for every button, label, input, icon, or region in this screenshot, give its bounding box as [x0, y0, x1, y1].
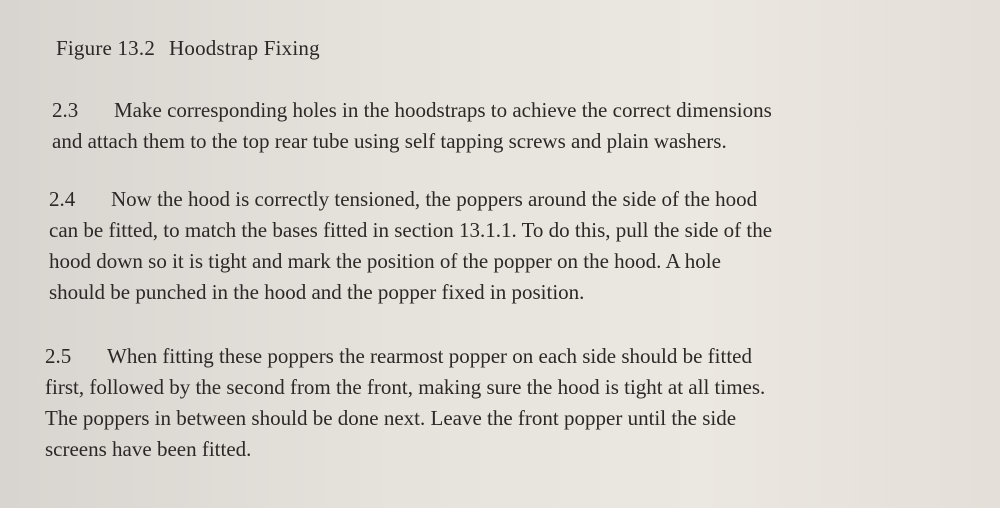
- figure-title: Hoodstrap Fixing: [169, 36, 320, 60]
- figure-caption: [56, 36, 320, 61]
- paragraph-line: hood down so it is tight and mark the position of the popper on the hood. A hole: [49, 249, 721, 273]
- paragraph-line: first, followed by the second from the front, making sure the hood is tight at all times.: [45, 375, 766, 399]
- paragraph-line: 2.3 Make corresponding holes in the hoodstraps to achieve the correct dimensions: [52, 95, 957, 126]
- paragraph-line: 2.4 Now the hood is correctly tensioned, the poppers around the side of the hood: [49, 184, 969, 215]
- paragraph-line: screens have been fitted.: [45, 437, 252, 461]
- paragraph-line: should be punched in the hood and the popper fixed in position.: [49, 280, 585, 304]
- paragraph-2-4: [49, 184, 969, 308]
- paragraph-line: and attach them to the top rear tube using self tapping screws and plain washers.: [52, 129, 727, 153]
- paragraph-2-3: [52, 95, 957, 157]
- paragraph-line: 2.5 When fitting these poppers the rearmost popper on each side should be fitted: [45, 341, 970, 372]
- paragraph-2-5: [45, 341, 970, 465]
- paragraph-line: can be fitted, to match the bases fitted in section 13.1.1. To do this, pull the side of the: [49, 218, 773, 242]
- paragraph-number: 2.3: [52, 98, 79, 122]
- paragraph-number: 2.5: [45, 344, 72, 368]
- figure-label: Figure 13.2: [56, 36, 156, 60]
- paragraph-line: The poppers in between should be done next. Leave the front popper until the side: [45, 406, 737, 430]
- paragraph-number: 2.4: [49, 187, 76, 211]
